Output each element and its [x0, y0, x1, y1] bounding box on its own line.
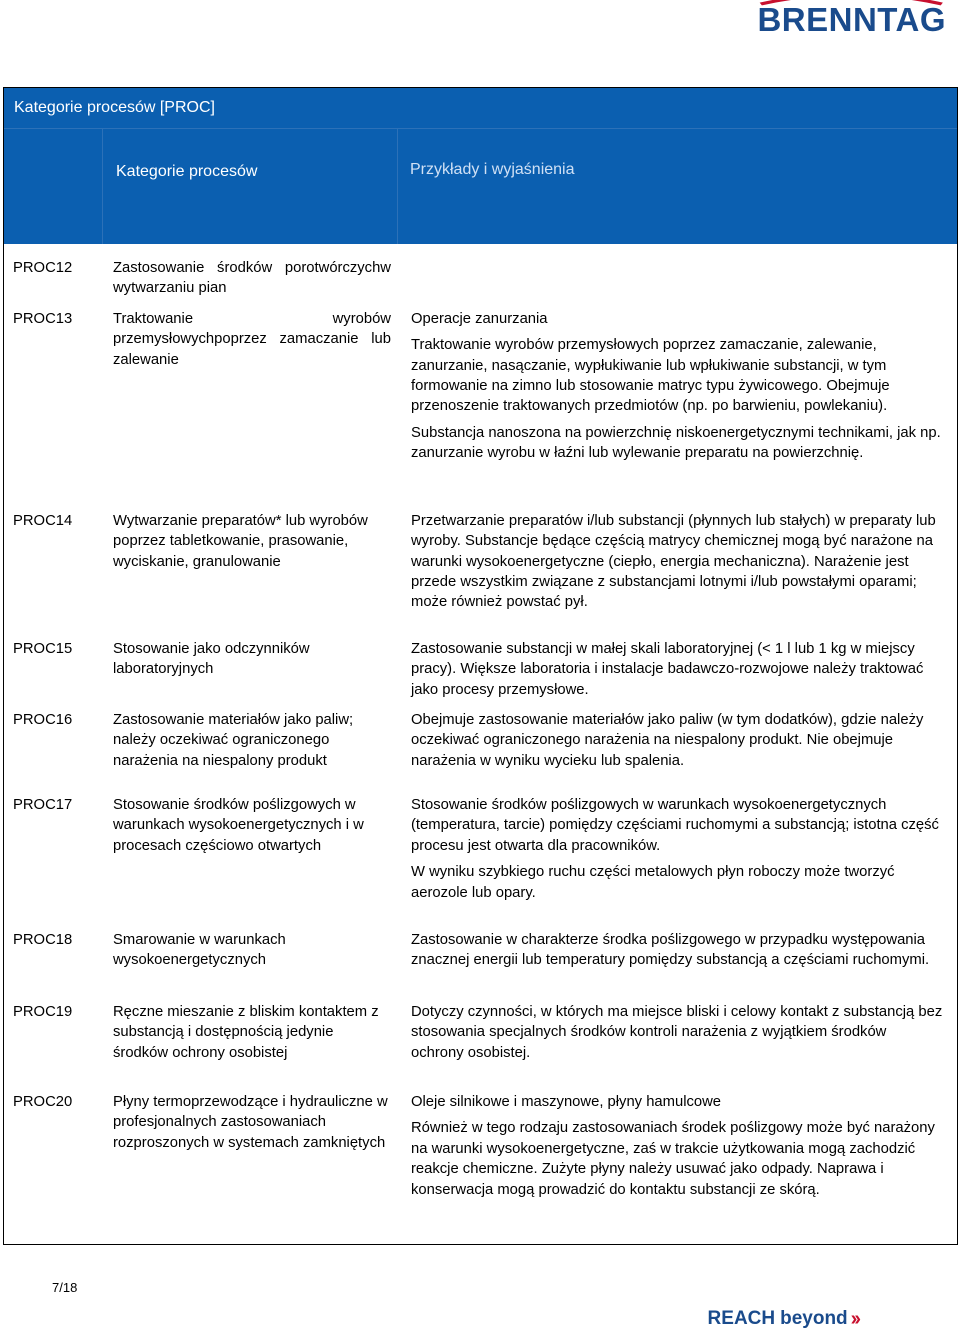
proc-code: PROC13: [13, 310, 73, 327]
proc-code: PROC12: [13, 260, 73, 276]
description-paragraph: Przetwarzanie preparatów i/lub substancji (płynnych lub stałych) w preparaty lub wyroby. Substancje będące częścią matrycy chemicznej mogą być narażone na warunki wysokoenergetyczne (ciepło, energia mechaniczna). Narażenie jest przede wszystkim związane z substancjami lotnymi i/lub powstałymi oparami; może również powstać pył.: [411, 512, 936, 611]
proc-code: PROC14: [13, 512, 73, 529]
column-header-category: Kategorie procesów: [102, 129, 398, 244]
proc-code: PROC18: [13, 932, 73, 949]
page-number: 7/18: [52, 1280, 78, 1295]
proc-name: Ręczne mieszanie z bliskim kontaktem z substancją i dostępnością jedynie środków ochrony osobistej: [113, 1004, 379, 1061]
proc-description: [399, 258, 957, 299]
section-title: Kategorie procesów [PROC]: [4, 88, 957, 128]
table-body: [4, 244, 957, 1244]
table-row: [4, 501, 957, 629]
description-paragraph: Substancja nanoszona na powierzchnię niskoenergetycznymi technikami, jak np. zanurzanie wyrobu w łaźni lub wylewanie preparatu na powierzchnię.: [411, 424, 941, 462]
description-paragraph: Zastosowanie w charakterze środka poślizgowego w przypadku występowania znacznej energii lub temperatury pomiędzy substancją a częściami ruchomymi.: [411, 932, 930, 969]
proc-description: [399, 1002, 957, 1082]
proc-description: [399, 309, 957, 501]
description-paragraph: Traktowanie wyrobów przemysłowych poprzez zamaczanie, zalewanie, zanurzanie, nasączanie, wypłukiwanie lub wpłukiwanie substancji, w tym formowanie na zimno lub stosowanie matryc typu żywicowego. Obejmuje przenoszenie traktowanych przedmiotów (np. po barwieniu, powlekaniu).: [411, 337, 890, 415]
table-row: [4, 920, 957, 992]
table-row: [4, 1082, 957, 1207]
table-row: [4, 992, 957, 1082]
description-paragraph: Zastosowanie substancji w małej skali laboratoryjnej (< 1 l lub 1 kg w miejscy pracy). Większe laboratoria i instalacje badawczo-rozwojowe należy traktować jako procesy przemysłowe.: [411, 640, 924, 698]
logo-wordmark: BRENNTAG: [757, 1, 946, 38]
column-header-examples: Przykłady i wyjaśnienia: [410, 161, 575, 178]
proc-description: [399, 930, 957, 992]
proc-code: PROC17: [13, 797, 73, 814]
table-header: [4, 128, 957, 244]
table-row: [4, 785, 957, 920]
table-row: [4, 244, 957, 299]
proc-name: Płyny termoprzewodzące i hydrauliczne w profesjonalnych zastosowaniach rozproszonych w systemach zamkniętych: [113, 1094, 388, 1151]
proc-description: [399, 639, 957, 700]
proc-name: Zastosowanie środków porotwórczychw wytwarzaniu pian: [113, 260, 391, 297]
proc-code: PROC15: [13, 640, 73, 657]
table-row: [4, 299, 957, 501]
proc-description: [399, 511, 957, 629]
double-chevron-icon: ››: [850, 1307, 858, 1330]
proc-name: Smarowanie w warunkach wysokoenergetycznych: [113, 932, 286, 969]
proc-table: [3, 87, 958, 1245]
description-paragraph: W wyniku szybkiego ruchu części metalowych płyn roboczy może tworzyć aerozole lub opary.: [411, 864, 895, 901]
proc-description: [399, 1092, 957, 1207]
proc-code: PROC19: [13, 1004, 73, 1021]
brenntag-logo: [757, 0, 946, 40]
proc-description: [399, 710, 957, 785]
description-paragraph: Stosowanie środków poślizgowych w warunkach wysokoenergetycznych (temperatura, tarcie) pomiędzy częściami ruchomymi a substancją; istotna część procesu jest otwarta dla pracowników.: [411, 797, 939, 854]
proc-name: Zastosowanie materiałów jako paliw; należy oczekiwać ograniczonego narażenia na niespalony produkt: [113, 712, 354, 769]
proc-name: Wytwarzanie preparatów* lub wyrobów poprzez tabletkowanie, prasowanie, wyciskanie, granulowanie: [113, 512, 368, 570]
proc-description: [399, 795, 957, 920]
description-paragraph: Oleje silnikowe i maszynowe, płyny hamulcowe: [411, 1094, 722, 1111]
proc-code: PROC20: [13, 1094, 73, 1111]
table-row: [4, 629, 957, 700]
description-paragraph: Również w tego rodzaju zastosowaniach środek poślizgowy może być narażony na warunki wysokoenergetyczne, zaś w trakcie użytkowania mogą zachodzić reakcje chemiczne. Zużyte płyny należy usuwać jako odpady. Naprawa i konserwacja mogą prowadzić do kontaktu substancji ze skórą.: [411, 1120, 935, 1198]
description-paragraph: Obejmuje zastosowanie materiałów jako paliw (w tym dodatków), gdzie należy oczekiwać ograniczonego narażenia na niespalony produkt. Nie obejmuje narażenia w wyniku wycieku lub spalenia.: [411, 712, 924, 769]
proc-name: Stosowanie jako odczynników laboratoryjnych: [113, 640, 310, 678]
logo-reach-text: REACH: [707, 1308, 776, 1329]
description-paragraph: Operacje zanurzania: [411, 310, 548, 327]
description-paragraph: Dotyczy czynności, w których ma miejsce bliski i celowy kontakt z substancją bez stosowania specjalnych środków kontroli narażenia z wyjątkiem środków ochrony osobistej.: [411, 1004, 943, 1061]
reach-beyond-logo: [708, 1304, 858, 1334]
proc-name: Stosowanie środków poślizgowych w warunkach wysokoenergetycznych i w procesach częściowo otwartych: [113, 797, 364, 854]
proc-name: Traktowanie wyrobów przemysłowychpoprzez zamaczanie lub zalewanie: [113, 310, 391, 368]
table-row: [4, 700, 957, 785]
logo-arc-icon: [757, 0, 946, 6]
logo-beyond-text: beyond: [780, 1308, 848, 1329]
proc-code: PROC16: [13, 712, 73, 729]
